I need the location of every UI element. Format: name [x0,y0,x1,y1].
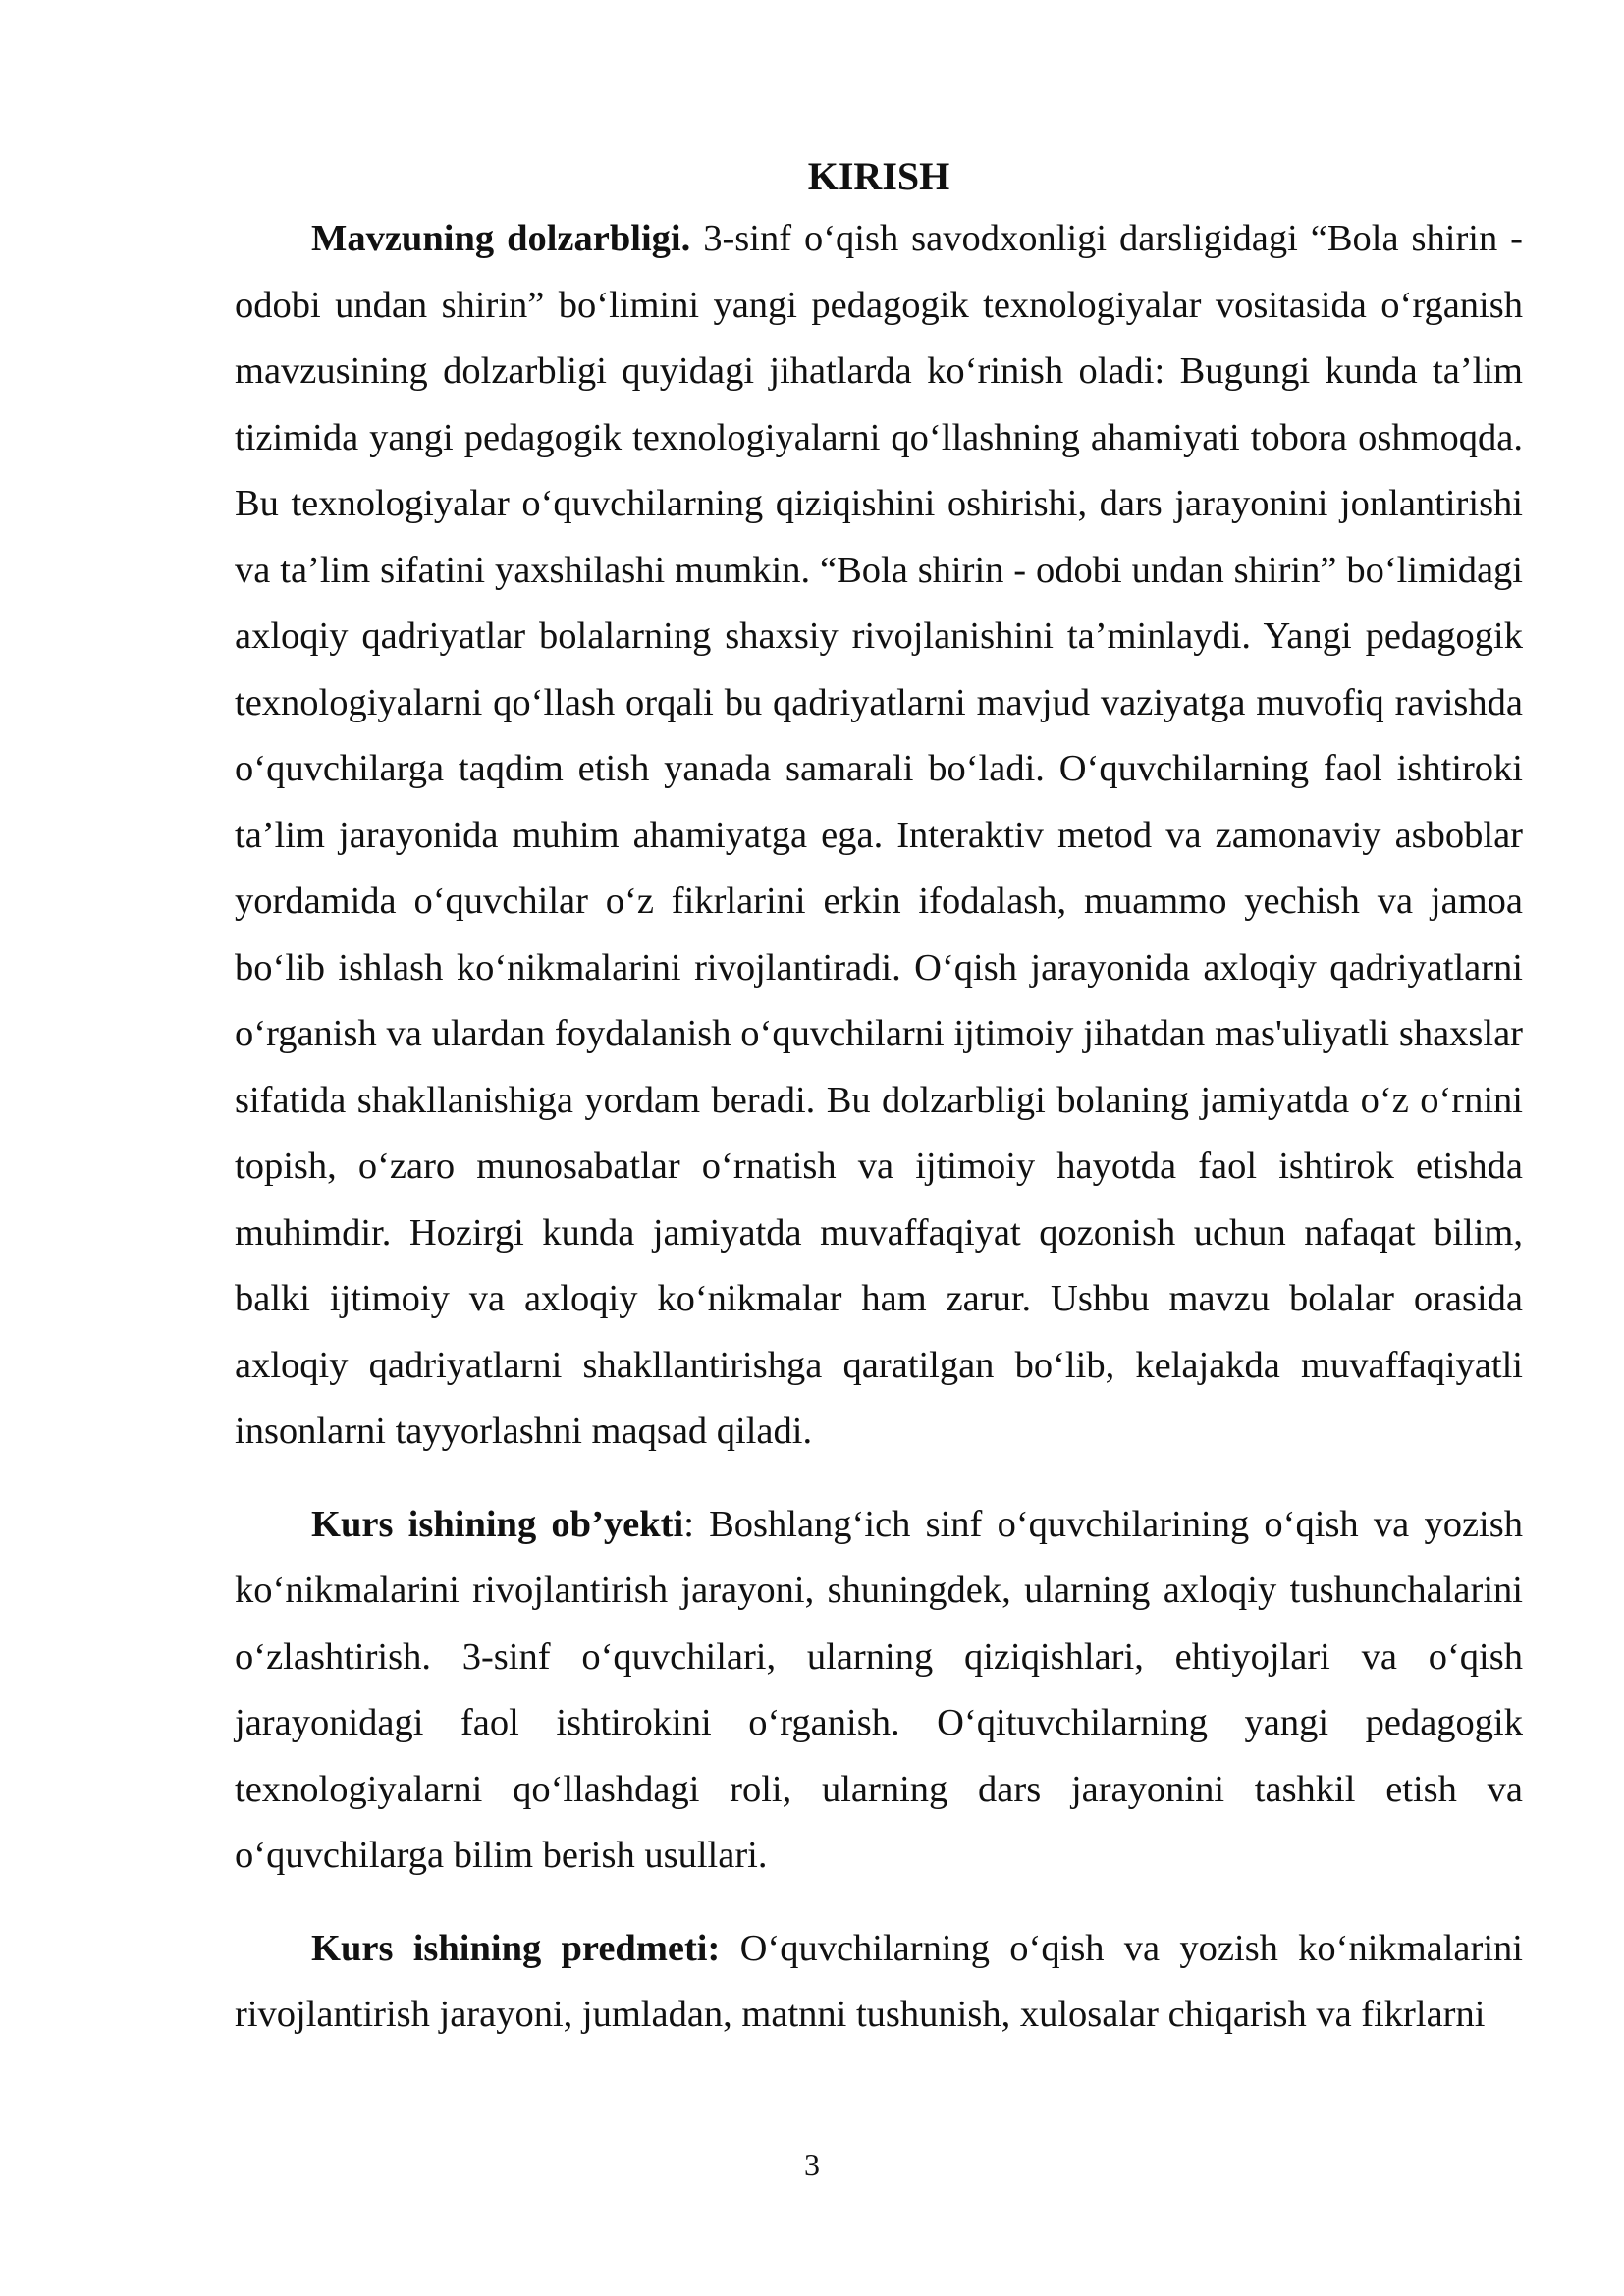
paragraph-subject [235,1916,1523,2049]
paragraph-body: O‘quvchilarning o‘qish va yozish ko‘nikmalarini rivojlantirish jarayoni, jumladan, matnni tushunish, xulosalar chiqarish va fikrlarni [235,1927,1523,2035]
page-heading: KIRISH [807,154,950,198]
paragraph-lead: Kurs ishining ob’yekti [311,1503,684,1545]
paragraph-body: 3-sinf o‘qish savodxonligi darsligidagi “Bola shirin - odobi undan shirin” bo‘limini yangi pedagogik texnologiyalar vositasida o‘rganish mavzusining dolzarbligi quyidagi jihatlarda ko‘rinish oladi: Bugungi kunda ta’lim tizimida yangi pedagogik texnologiyalarni qo‘llashning ahamiyati tobora oshmoqda. Bu texnologiyalar o‘quvchilarning qiziqishini oshirishi, dars jarayonini jonlantirishi va ta’lim sifatini yaxshilashi mumkin. “Bola shirin - odobi undan shirin” bo‘limidagi axloqiy qadriyatlar bolalarning shaxsiy rivojlanishini ta’minlaydi. Yangi pedagogik texnologiyalarni qo‘llash orqali bu qadriyatlarni mavjud vaziyatga muvofiq ravishda o‘quvchilarga taqdim etish yanada samarali bo‘ladi. O‘quvchilarning faol ishtiroki ta’lim jarayonida muhim ahamiyatga ega. Interaktiv metod va zamonaviy asboblar yordamida o‘quvchilar o‘z fikrlarini erkin ifodalash, muammo yechish va jamoa bo‘lib ishlash ko‘nikmalarini rivojlantiradi. O‘qish jarayonida axloqiy qadriyatlarni o‘rganish va ulardan foydalanish o‘quvchilarni ijtimoiy jihatdan mas'uliyatli shaxslar sifatida shakllanishiga yordam beradi. Bu dolzarbligi bolaning jamiyatda o‘z o‘rnini topish, o‘zaro munosabatlar o‘rnatish va ijtimoiy hayotda faol ishtirok etishda muhimdir. Hozirgi kunda jamiyatda muvaffaqiyat qozonish uchun nafaqat bilim, balki ijtimoiy va axloqiy ko‘nikmalar ham zarur. Ushbu mavzu bolalar orasida axloqiy qadriyatlarni shakllantirishga qaratilgan bo‘lib, kelajakda muvaffaqiyatli insonlarni tayyorlashni maqsad qiladi. [235,218,1523,1452]
paragraph-lead: Kurs ishining predmeti: [311,1927,721,1969]
paragraph-lead: Mavzuning dolzarbligi. [311,218,691,259]
document-page [235,147,1523,2049]
paragraph-object [235,1492,1523,1890]
page-number: 3 [804,2147,820,2182]
paragraph-body: : Boshlang‘ich sinf o‘quvchilarining o‘qish va yozish ko‘nikmalarini rivojlantirish jarayoni, shuningdek, ularning axloqiy tushunchalarini o‘zlashtirish. 3-sinf o‘quvchilari, ularning qiziqishlari, ehtiyojlari va o‘qish jarayonidagi faol ishtirokini o‘rganish. O‘qituvchilarning yangi pedagogik texnologiyalarni qo‘llashdagi roli, ularning dars jarayonini tashkil etish va o‘quvchilarga bilim berish usullari. [235,1503,1523,1876]
paragraph-relevance [235,206,1523,1466]
